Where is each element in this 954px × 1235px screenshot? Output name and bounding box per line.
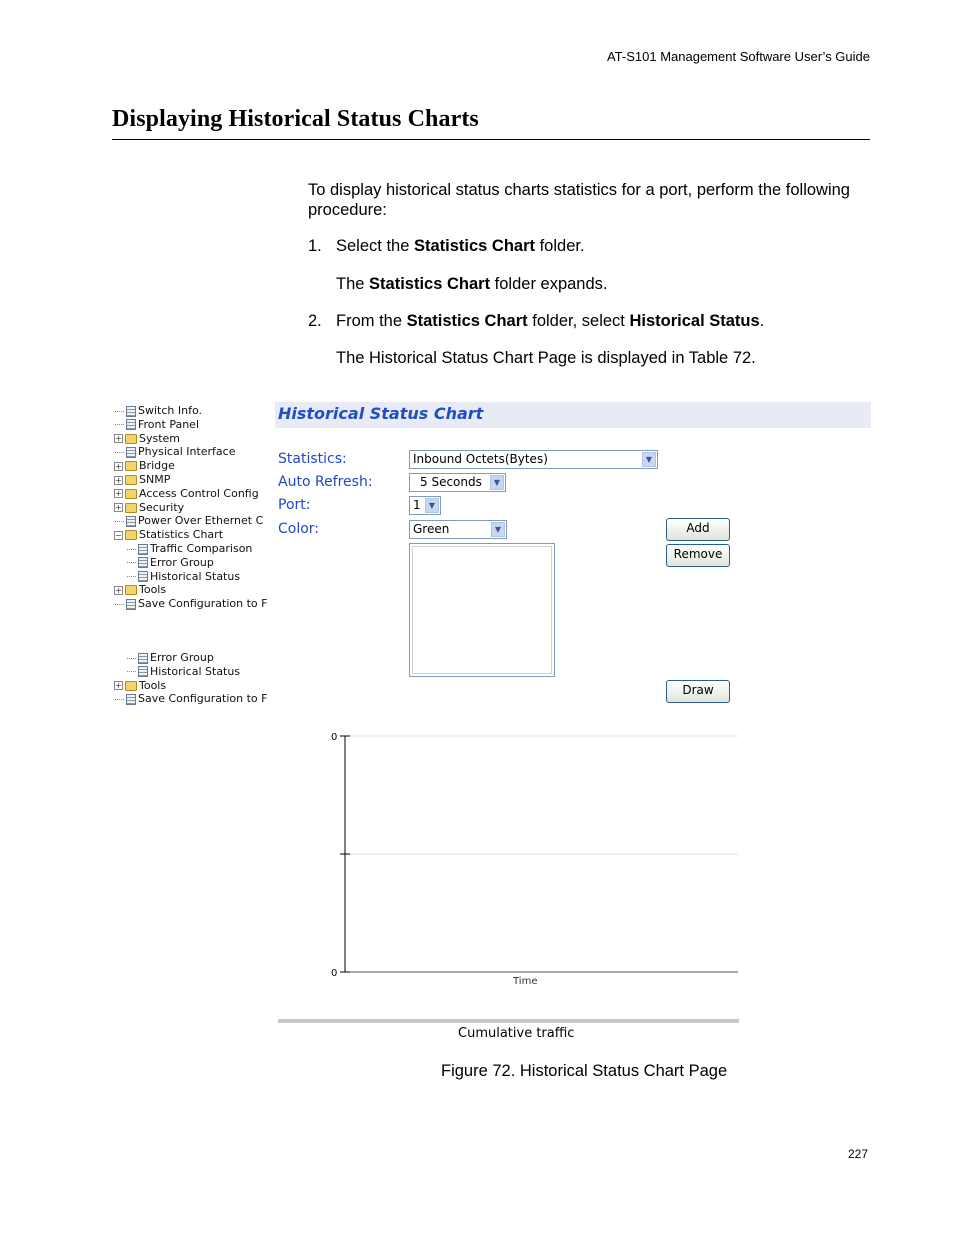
page-icon [138,666,148,677]
panel-title: Historical Status Chart [278,404,484,423]
folder-icon [125,489,137,499]
port-label: Port: [278,497,311,513]
tree-item[interactable] [126,542,252,556]
expand-icon[interactable]: + [115,489,122,499]
page-icon [126,516,136,527]
statistics-label: Statistics: [278,451,347,467]
tree-item[interactable] [114,583,166,597]
page-number: 227 [847,1147,868,1161]
expand-icon[interactable]: + [115,475,122,485]
page-icon [138,571,148,582]
page-icon [138,557,148,568]
step-1-result: The Statistics Chart folder expands. [336,275,608,293]
tree-item[interactable] [114,514,263,528]
page-icon [126,447,136,458]
running-header: AT-S101 Management Software User’s Guide [606,49,870,64]
chevron-down-icon[interactable]: ▼ [642,452,656,467]
tree-item-label: Error Group [150,651,214,664]
legend-bar [278,1019,739,1023]
tree-item[interactable] [114,404,202,418]
step-1-text: Select the Statistics Chart folder. [336,237,585,255]
title-rule [112,139,870,140]
tree-item[interactable] [114,445,236,459]
y-tick-label-bottom: 0 [331,968,338,979]
tree-item[interactable] [114,459,175,473]
page-icon [126,419,136,430]
collapse-icon[interactable]: − [115,530,122,540]
page-icon [138,544,148,555]
folder-icon [125,681,137,691]
chevron-down-icon[interactable]: ▼ [425,498,439,513]
folder-icon [125,530,137,540]
color-label: Color: [278,521,320,537]
tree-item-label: Save Configuration to F [138,692,268,706]
port-select[interactable] [409,496,441,515]
step-2-text: From the Statistics Chart folder, select Historical Status. [336,312,765,330]
auto-refresh-select[interactable] [409,473,506,492]
tree-item-label: Physical Interface [138,445,236,459]
tree-connector [115,424,124,425]
statistics-select-value: Inbound Octets(Bytes) [413,452,548,466]
tree-item[interactable] [114,473,170,487]
step-2-number: 2. [308,312,322,330]
tree-item[interactable] [126,651,214,665]
historical-status-chart [320,726,750,996]
folder-icon [125,475,137,485]
tree-item-label: Save Configuration to F [138,597,268,611]
expand-icon[interactable]: + [115,503,122,513]
step-1-number: 1. [308,237,322,255]
selected-series-listbox[interactable] [409,543,555,677]
tree-item[interactable] [114,692,267,706]
tree-item[interactable] [114,597,267,611]
expand-icon[interactable]: + [115,434,122,444]
color-select-value: Green [413,522,450,536]
tree-item-label: Historical Status [150,569,241,583]
auto-refresh-select-value: 5 Seconds [420,475,482,489]
x-axis-label: Time [513,976,538,987]
auto-refresh-label: Auto Refresh: [278,474,373,490]
tree-item-label: System [139,431,181,445]
folder-icon [125,461,137,471]
port-select-value: 1 [413,498,421,512]
page-icon [126,406,136,417]
expand-icon[interactable]: + [115,461,122,471]
tree-connector [127,658,136,659]
remove-button[interactable]: Remove [666,544,730,567]
tree-item[interactable] [126,665,240,679]
tree-item[interactable] [114,418,199,432]
chart-legend-label: Cumulative traffic [458,1026,575,1041]
step-2-result: The Historical Status Chart Page is displayed in Table 72. [336,349,756,367]
tree-item-label: Access Control Config [139,486,259,500]
color-select[interactable] [409,520,507,539]
chevron-down-icon[interactable]: ▼ [490,475,504,490]
y-tick-label-top: 0 [331,732,338,743]
intro-paragraph: To display historical status charts statistics for a port, perform the following procedure: [308,181,850,219]
tree-item[interactable] [126,556,214,570]
folder-icon [125,503,137,513]
tree-item[interactable] [114,679,166,693]
expand-icon[interactable]: + [115,681,122,691]
tree-item[interactable] [114,501,184,515]
tree-item-label: Power Over Ethernet C [138,514,264,528]
tree-connector [115,521,124,522]
tree-item[interactable] [114,528,223,542]
tree-item[interactable] [126,570,240,584]
page-icon [126,694,136,705]
tree-item-label: Front Panel [138,417,199,431]
tree-item-label: Tools [139,678,167,692]
page-icon [138,653,148,664]
tree-connector [115,699,124,700]
draw-button[interactable]: Draw [666,680,730,703]
tree-connector [115,604,124,605]
page-icon [126,599,136,610]
expand-icon[interactable]: + [115,585,122,595]
statistics-select[interactable] [409,450,658,469]
tree-item[interactable] [114,432,180,446]
chevron-down-icon[interactable]: ▼ [491,522,505,537]
tree-item-label: Traffic Comparison [150,542,253,555]
tree-item-label: Switch Info. [138,404,202,417]
figure-caption: Figure 72. Historical Status Chart Page [441,1062,728,1080]
section-title: Displaying Historical Status Charts [112,106,479,132]
tree-item-label: SNMP [139,473,171,486]
tree-item-label: Error Group [150,555,214,569]
tree-connector [115,452,124,453]
tree-connector [115,411,124,412]
tree-connector [127,549,136,550]
folder-icon [125,434,137,444]
folder-icon [125,585,137,595]
tree-connector [127,562,136,563]
tree-item-label: Security [139,500,185,514]
tree-item[interactable] [114,487,259,501]
tree-connector [127,576,136,577]
tree-item-label: Statistics Chart [139,528,224,542]
tree-connector [127,671,136,672]
add-button[interactable]: Add [666,518,730,541]
tree-item-label: Bridge [139,459,175,473]
tree-item-label: Historical Status [150,664,241,678]
tree-item-label: Tools [139,583,167,597]
